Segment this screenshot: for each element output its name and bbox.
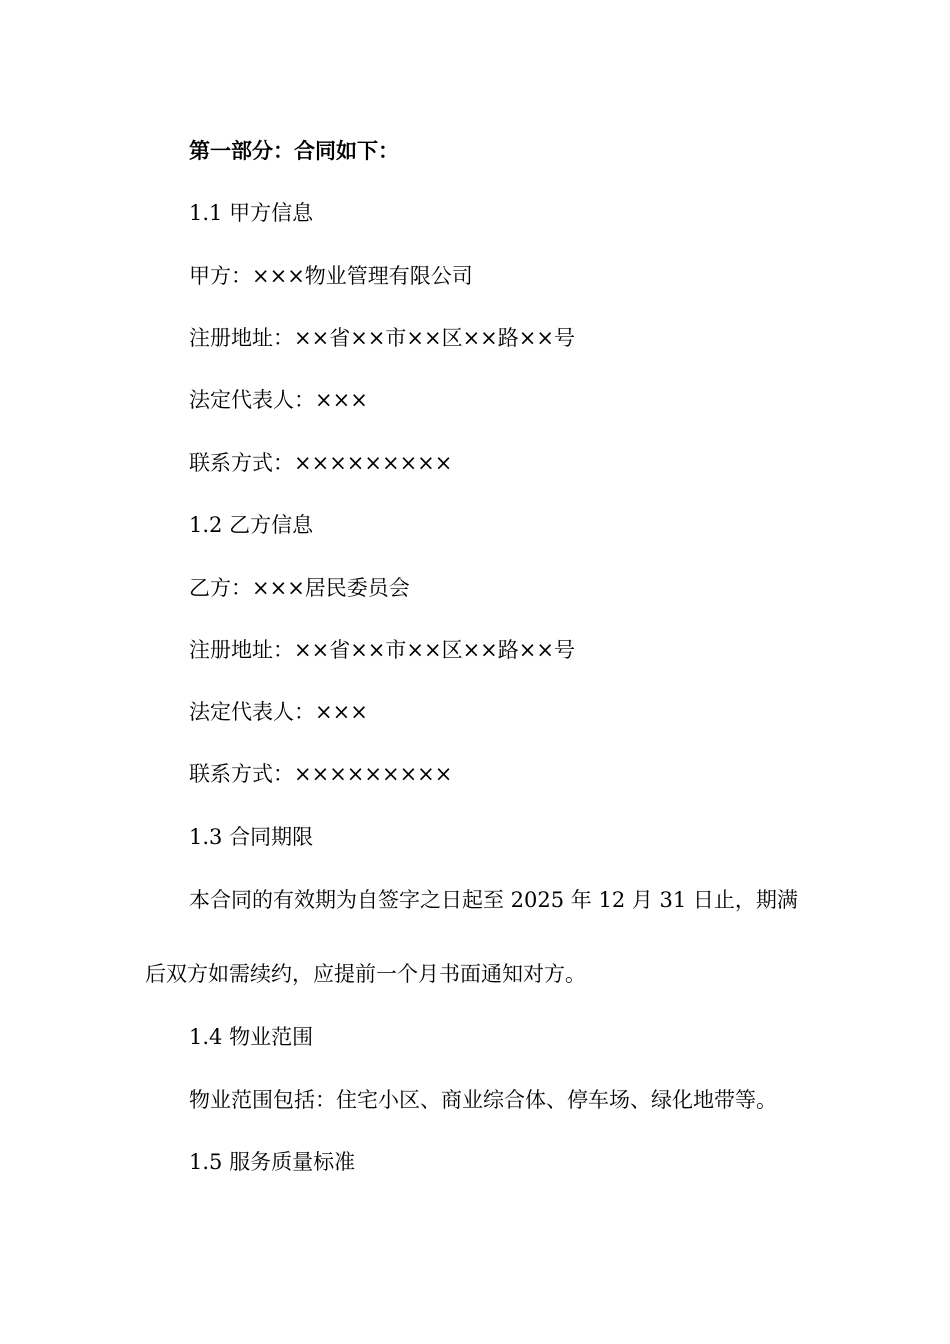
- contract-term-line-1: 本合同的有效期为自签字之日起至 2025 年 12 月 31 日止，期满: [189, 888, 798, 912]
- party-b-address: 注册地址：××省××市××区××路××号: [189, 638, 575, 662]
- contract-term-line-2: 后双方如需续约，应提前一个月书面通知对方。: [145, 962, 586, 986]
- party-a-name: 甲方：×××物业管理有限公司: [189, 264, 473, 288]
- party-a-representative: 法定代表人：×××: [189, 388, 368, 412]
- party-a-address: 注册地址：××省××市××区××路××号: [189, 326, 575, 350]
- part-heading: 第一部分：合同如下：: [189, 138, 399, 163]
- section-title-1-5: 1.5 服务质量标准: [189, 1150, 356, 1174]
- section-title-1-3: 1.3 合同期限: [189, 825, 314, 849]
- party-b-name: 乙方：×××居民委员会: [189, 576, 410, 600]
- section-title-1-1: 1.1 甲方信息: [189, 201, 314, 225]
- property-scope-text: 物业范围包括：住宅小区、商业综合体、停车场、绿化地带等。: [189, 1088, 777, 1112]
- section-title-1-4: 1.4 物业范围: [189, 1025, 314, 1049]
- party-b-contact: 联系方式：×××××××××: [189, 762, 453, 786]
- section-title-1-2: 1.2 乙方信息: [189, 513, 314, 537]
- party-b-representative: 法定代表人：×××: [189, 700, 368, 724]
- party-a-contact: 联系方式：×××××××××: [189, 451, 453, 475]
